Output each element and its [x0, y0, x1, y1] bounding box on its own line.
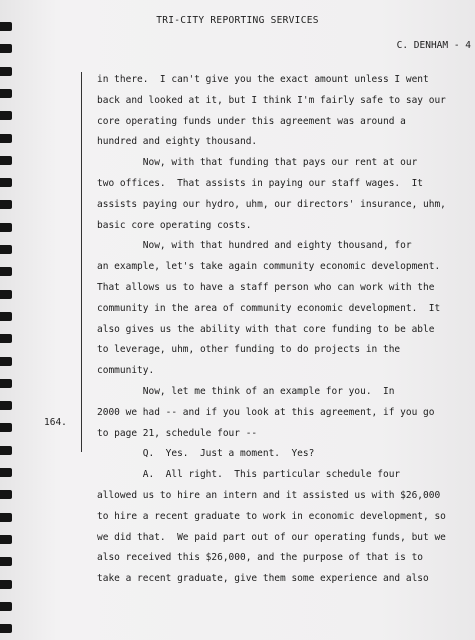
binding-hole	[0, 602, 12, 611]
transcript-line: basic core operating costs.	[97, 219, 252, 231]
transcript-line: to page 21, schedule four --	[97, 427, 258, 439]
transcript-line: A. All right. This particular schedule four	[97, 469, 401, 481]
binding-hole	[0, 357, 12, 366]
transcript-line: Now, with that funding that pays our rent at our	[97, 157, 418, 169]
transcript-line: we did that. We paid part out of our operating funds, but we	[97, 531, 446, 543]
binding-hole	[0, 490, 12, 499]
transcript-line: in there. I can't give you the exact amount unless I went	[97, 74, 429, 85]
binding-hole	[0, 200, 12, 209]
transcript-line: to leverage, uhm, other funding to do projects in the	[97, 344, 401, 356]
spiral-binding	[0, 0, 14, 640]
transcript-line: also gives us the ability with that core funding to be able	[97, 323, 435, 335]
binding-hole	[0, 580, 12, 589]
binding-hole	[0, 44, 12, 53]
page-header-title: TRI-CITY REPORTING SERVICES	[156, 15, 319, 26]
transcript-line: two offices. That assists in paying our staff wages. It	[97, 178, 424, 189]
binding-hole	[0, 223, 12, 232]
transcript-line: 2000 we had -- and if you look at this agreement, if you go	[97, 406, 435, 418]
binding-hole	[0, 267, 12, 276]
binding-hole	[0, 513, 12, 522]
transcript-line: assists paying our hydro, uhm, our directors' insurance, uhm,	[97, 198, 446, 210]
binding-hole	[0, 290, 12, 299]
transcript-line: Now, with that hundred and eighty thousand, for	[97, 240, 412, 252]
transcript-line: to hire a recent graduate to work in economic development, so	[97, 510, 446, 522]
binding-hole	[0, 156, 12, 165]
binding-hole	[0, 423, 12, 432]
binding-hole	[0, 178, 12, 187]
transcript-line: community.	[97, 365, 155, 377]
binding-hole	[0, 535, 12, 544]
witness-header: C. DENHAM - 4	[396, 40, 471, 51]
binding-hole	[0, 446, 12, 455]
binding-hole	[0, 245, 12, 254]
transcript-line: an example, let's take again community economic development.	[97, 261, 441, 273]
transcript-line: also received this $26,000, and the purpose of that is to	[97, 552, 424, 564]
binding-hole	[0, 624, 12, 633]
transcript-line: back and looked at it, but I think I'm fairly safe to say our	[97, 94, 446, 106]
transcript-line: Q. Yes. Just a moment. Yes?	[97, 448, 315, 460]
margin-rule	[81, 72, 82, 452]
binding-hole	[0, 67, 12, 76]
binding-hole	[0, 401, 12, 410]
binding-hole	[0, 379, 12, 388]
transcript-line: That allows us to have a staff person who can work with the	[97, 282, 435, 293]
transcript-line: core operating funds under this agreement was around a	[97, 115, 406, 127]
binding-hole	[0, 312, 12, 321]
binding-hole	[0, 111, 12, 120]
binding-hole	[0, 334, 12, 343]
question-number: 164.	[44, 417, 67, 428]
transcript-line: allowed us to hire an intern and it assisted us with $26,000	[97, 490, 441, 501]
binding-hole	[0, 134, 12, 143]
transcript-line: Now, let me think of an example for you. In	[97, 386, 395, 397]
transcript-line: community in the area of community economic development. It	[97, 302, 441, 314]
binding-hole	[0, 557, 12, 566]
binding-hole	[0, 468, 12, 477]
transcript-line: take a recent graduate, give them some experience and also	[97, 573, 429, 585]
binding-hole	[0, 89, 12, 98]
transcript-line: hundred and eighty thousand.	[97, 136, 258, 148]
